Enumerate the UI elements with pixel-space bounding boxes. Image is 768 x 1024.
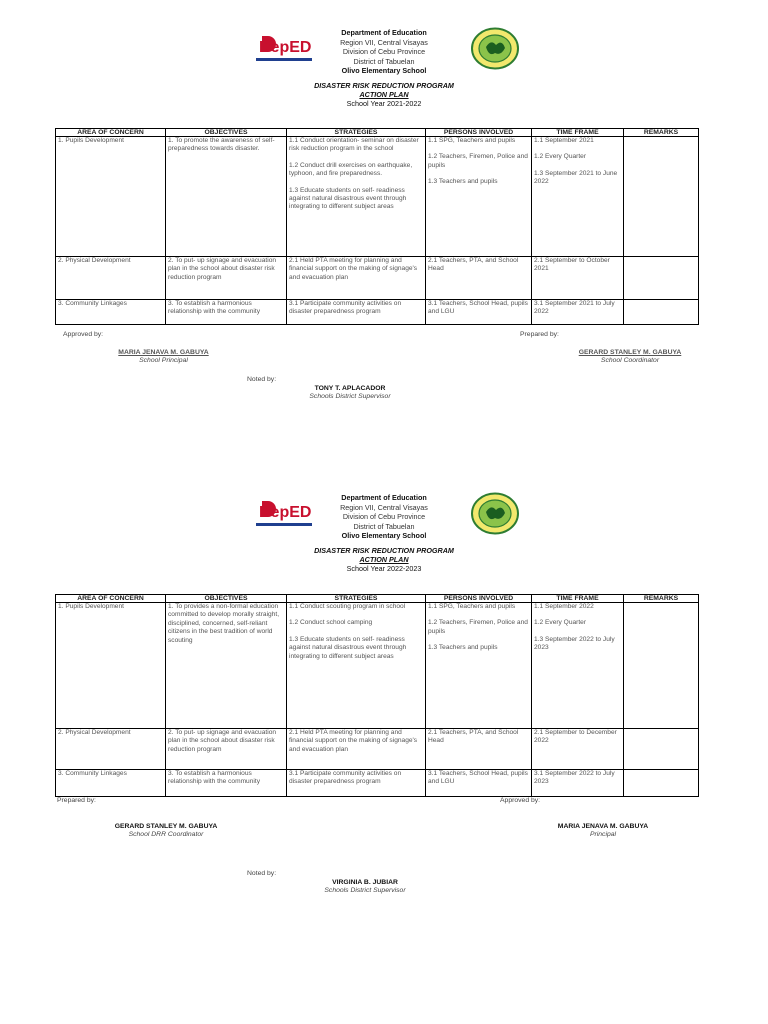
approver-signature [533,823,673,840]
strategies-item: 2.1 Held PTA meeting for planning and financial support on the making of signage's and evacuation plan [289,729,418,753]
school-year: School Year 2022-2023 [346,563,422,573]
school-name: Olivo Elementary School [341,531,427,541]
column-header: REMARKS [624,595,699,603]
objectives-cell: 3. To establish a harmonious relationship with the community [166,300,287,325]
area-cell: 1. Pupils Development [56,137,166,257]
persons-cell [426,137,532,257]
strategies-item: 1.1 Conduct orientation- seminar on disaster risk reduction program in the school [289,137,419,153]
remarks-cell [624,603,699,729]
area-cell: 1. Pupils Development [56,603,166,729]
table-header-row [56,129,699,137]
persons-item: 1.1 SPG, Teachers and pupils [428,137,516,144]
time-item: 1.1 September 2022 [534,603,594,610]
time-item: 1.3 September 2021 to June 2022 [534,169,618,186]
plan-title-block [0,547,768,573]
objectives-cell: 3. To establish a harmonious relationship with the community [166,770,287,797]
persons-item: 2.1 Teachers, PTA, and School Head [428,257,519,273]
table-row [56,300,699,325]
persons-cell [426,603,532,729]
area-cell: 2. Physical Development [56,729,166,770]
time-cell [532,770,624,797]
time-item: 1.2 Every Quarter [534,153,587,161]
noted-by-label: Noted by: [247,870,277,877]
table-row [56,603,699,729]
department-name: Department of Education [341,493,427,502]
persons-item: 1.3 Teachers and pupils [428,178,498,186]
table-header-row [56,595,699,603]
approver-name: MARIA JENAVA M. GABUYA [118,349,209,356]
objectives-cell: 2. To put- up signage and evacuation plan in the school about disaster risk reduction program [166,257,287,300]
table-row [56,257,699,300]
strategies-item: 1.1 Conduct scouting program in school [289,603,406,610]
preparer-signature [96,823,236,840]
action-plan-table [55,128,699,325]
prepared-by-label: Prepared by: [520,331,559,338]
noter-name: VIRGINIA B. JUBIAR [332,879,398,886]
time-item: 3.1 September 2022 to July 2023 [534,770,615,786]
table-row [56,770,699,797]
objectives-cell: 1. To promote the awareness of self- preparedness towards disaster. [166,137,287,257]
area-cell: 2. Physical Development [56,257,166,300]
preparer-name: GERARD STANLEY M. GABUYA [578,349,682,356]
persons-item: 1.2 Teachers, Firemen, Police and pupils [428,153,528,169]
school-name: Olivo Elementary School [341,66,427,76]
noted-by-label: Noted by: [247,376,277,383]
area-cell: 3. Community Linkages [56,300,166,325]
logo-text: DepED [259,39,312,56]
approver-name: MARIA JENAVA M. GABUYA [557,823,649,830]
column-header: OBJECTIVES [166,595,287,603]
column-header: TIME FRAME [532,595,624,603]
region-name: Region VII, Central Visayas [340,502,428,512]
division-name: Division of Cebu Province [342,47,426,57]
program-title: DISASTER RISK REDUCTION PROGRAM [314,546,454,555]
approver-role: Principal [589,831,617,839]
time-item: 3.1 September 2021 to July 2022 [534,300,615,316]
department-name: Department of Education [341,28,427,37]
strategies-cell [287,603,426,729]
prepared-by-label: Prepared by: [57,797,96,804]
approved-by-label: Approved by: [500,797,541,804]
column-header: STRATEGIES [287,129,426,137]
time-cell [532,603,624,729]
time-cell [532,257,624,300]
strategies-cell [287,729,426,770]
noter-role: Schools District Supervisor [324,887,406,895]
action-plan-table [55,594,699,797]
persons-cell [426,300,532,325]
persons-item: 1.3 Teachers and pupils [428,644,498,652]
persons-cell [426,770,532,797]
time-item: 2.1 September to October 2021 [534,257,610,273]
noter-signature [300,879,430,896]
persons-item: 1.2 Teachers, Firemen, Police and pupils [428,619,528,635]
action-plan-title: ACTION PLAN [359,554,409,564]
remarks-cell [624,257,699,300]
strategies-item: 1.3 Educate students on self- readiness against natural disastrous event through integrating to different subject areas [289,186,407,211]
persons-item: 3.1 Teachers, School Head, pupils and LGU [428,770,528,786]
column-header: OBJECTIVES [166,129,287,137]
strategies-item: 1.2 Conduct school camping [289,619,373,627]
column-header: REMARKS [624,129,699,137]
objectives-cell: 1. To provides a non-formal education committed to develop morally straight, disciplined, concerned, self-reliant citizens in the best tradition of world scouting [166,603,287,729]
objectives-cell: 2. To put- up signage and evacuation plan in the school about disaster risk reduction program [166,729,287,770]
noter-role: Schools District Supervisor [309,393,391,401]
time-item: 1.3 September 2022 to July 2023 [534,635,615,652]
approver-signature [96,349,231,366]
strategies-cell [287,770,426,797]
strategies-item: 3.1 Participate community activities on disaster preparedness program [289,770,402,786]
approved-by-label: Approved by: [63,331,104,338]
time-cell [532,729,624,770]
persons-item: 3.1 Teachers, School Head, pupils and LGU [428,300,528,316]
letterhead [0,28,768,76]
region-name: Region VII, Central Visayas [340,37,428,47]
letterhead [0,493,768,541]
action-plan-2021-2022 [0,0,768,470]
time-item: 1.1 September 2021 [534,137,594,144]
remarks-cell [624,137,699,257]
time-item: 1.2 Every Quarter [534,619,587,627]
noter-name: TONY T. APLACADOR [314,385,386,392]
action-plan-title: ACTION PLAN [359,89,409,99]
strategies-item: 1.2 Conduct drill exercises on earthquake, typhoon, and fire preparedness. [289,161,413,178]
column-header: STRATEGIES [287,595,426,603]
preparer-signature [560,349,700,366]
table-row [56,137,699,257]
column-header: TIME FRAME [532,129,624,137]
column-header: AREA OF CONCERN [56,595,166,603]
strategies-item: 3.1 Participate community activities on disaster preparedness program [289,300,402,316]
preparer-name: GERARD STANLEY M. GABUYA [114,823,218,830]
district-name: District of Tabuelan [353,56,415,66]
program-title: DISASTER RISK REDUCTION PROGRAM [314,81,454,90]
remarks-cell [624,729,699,770]
action-plan-2022-2023 [0,465,768,935]
noter-signature [300,385,400,402]
persons-cell [426,729,532,770]
time-item: 2.1 September to December 2022 [534,729,617,745]
approver-role: School Principal [139,357,188,365]
preparer-role: School Coordinator [600,357,660,365]
persons-item: 1.1 SPG, Teachers and pupils [428,603,516,610]
strategies-cell [287,300,426,325]
area-cell: 3. Community Linkages [56,770,166,797]
column-header: PERSONS INVOLVED [426,595,532,603]
strategies-item: 2.1 Held PTA meeting for planning and financial support on the making of signage's and evacuation plan [289,257,418,281]
column-header: PERSONS INVOLVED [426,129,532,137]
time-cell [532,300,624,325]
column-header: AREA OF CONCERN [56,129,166,137]
table-row [56,729,699,770]
district-name: District of Tabuelan [353,521,415,531]
strategies-cell [287,137,426,257]
remarks-cell [624,770,699,797]
plan-title-block [0,82,768,108]
preparer-role: School DRR Coordinator [128,831,204,839]
division-name: Division of Cebu Province [342,512,426,522]
persons-item: 2.1 Teachers, PTA, and School Head [428,729,519,745]
strategies-cell [287,257,426,300]
time-cell [532,137,624,257]
school-year: School Year 2021-2022 [346,98,422,108]
logo-text: DepED [259,504,312,521]
strategies-item: 1.3 Educate students on self- readiness against natural disastrous event through integrating to different subject areas [289,635,407,660]
remarks-cell [624,300,699,325]
persons-cell [426,257,532,300]
